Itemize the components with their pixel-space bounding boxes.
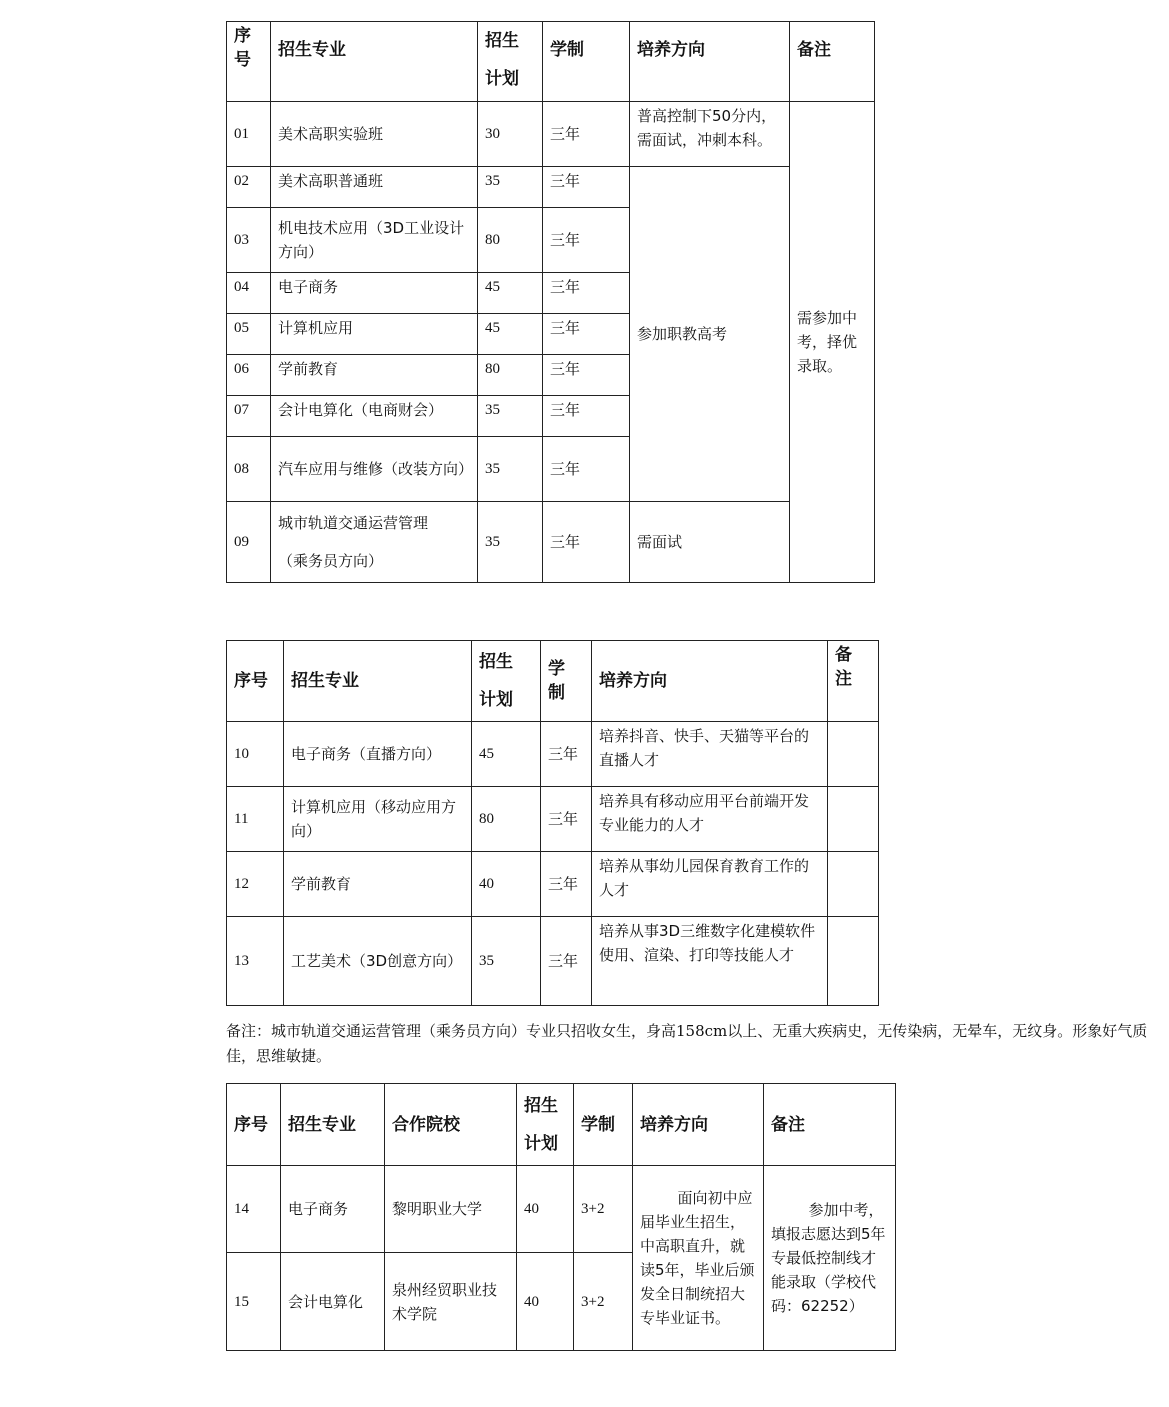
cell-major: 会计电算化（电商财会） [271,396,478,437]
header-years: 学制 [543,22,630,102]
cell-remark [828,852,879,917]
cell-direction: 培养抖音、快手、天猫等平台的直播人才 [592,722,828,787]
header-major: 招生专业 [284,641,472,722]
cell-major: 电子商务（直播方向） [284,722,472,787]
cell-major: 电子商务 [271,273,478,314]
cell-direction: 面向初中应届毕业生招生，中高职直升，就读5年，毕业后颁发全日制统招大专毕业证书。 [633,1166,764,1351]
cell-seq: 03 [227,208,271,273]
cell-direction-c: 需面试 [630,502,790,583]
table-row [227,502,875,583]
header-plan: 招生 计划 [472,641,541,722]
cell-plan: 45 [478,273,543,314]
cell-major: 学前教育 [284,852,472,917]
cell-years: 三年 [543,355,630,396]
cell-major: 计算机应用 [271,314,478,355]
header-major: 招生专业 [281,1084,385,1166]
cell-years: 3+2 [574,1253,633,1351]
cell-major: 会计电算化 [281,1253,385,1351]
cell-plan: 35 [478,437,543,502]
table-row [227,917,879,1006]
cell-plan: 45 [472,722,541,787]
header-remark: 备注 [764,1084,896,1166]
cell-years: 三年 [543,437,630,502]
cell-plan: 45 [478,314,543,355]
cell-major: 工艺美术（3D创意方向） [284,917,472,1006]
header-years: 学 制 [541,641,592,722]
cell-years: 3+2 [574,1166,633,1253]
cell-major: 汽车应用与维修（改装方向） [271,437,478,502]
cell-partner: 黎明职业大学 [385,1166,517,1253]
cell-plan: 35 [478,396,543,437]
cell-years: 三年 [543,167,630,208]
cell-plan: 35 [478,502,543,583]
cell-remark [828,917,879,1006]
cell-direction: 培养具有移动应用平台前端开发专业能力的人才 [592,787,828,852]
cell-plan: 30 [478,102,543,167]
cell-years: 三年 [541,917,592,1006]
cell-major: 机电技术应用（3D工业设计方向） [271,208,478,273]
cell-seq: 02 [227,167,271,208]
cell-major: 学前教育 [271,355,478,396]
cell-seq: 07 [227,396,271,437]
table-header-row [227,1084,896,1166]
cell-years: 三年 [543,502,630,583]
cell-plan: 40 [517,1253,574,1351]
header-seq: 序号 [227,641,284,722]
cell-plan: 40 [472,852,541,917]
cell-seq: 14 [227,1166,281,1253]
cell-seq: 01 [227,102,271,167]
cell-direction-a: 普高控制下50分内，需面试，冲刺本科。 [630,102,790,167]
header-direction: 培养方向 [592,641,828,722]
header-remark: 备 注 [828,641,879,722]
table-row [227,722,879,787]
cell-seq: 10 [227,722,284,787]
enrollment-table-1 [226,21,875,583]
cell-plan: 80 [472,787,541,852]
cell-remark [828,787,879,852]
table-row [227,102,875,167]
cell-seq: 13 [227,917,284,1006]
cell-seq: 05 [227,314,271,355]
cell-plan: 40 [517,1166,574,1253]
cell-seq: 06 [227,355,271,396]
cell-remark [828,722,879,787]
cell-seq: 11 [227,787,284,852]
cell-years: 三年 [543,314,630,355]
table-row [227,167,875,208]
remark-note: 备注：城市轨道交通运营管理（乘务员方向）专业只招收女生，身高158cm以上、无重大疾病史，无传染病，无晕车，无纹身。形象好气质佳，思维敏捷。 [226,1022,1148,1065]
header-direction: 培养方向 [630,22,790,102]
cell-seq: 12 [227,852,284,917]
enrollment-table-2 [226,640,879,1006]
cell-plan: 35 [478,167,543,208]
cell-plan: 80 [478,208,543,273]
header-years: 学制 [574,1084,633,1166]
header-plan: 招生 计划 [478,22,543,102]
cell-major: 美术高职实验班 [271,102,478,167]
header-direction: 培养方向 [633,1084,764,1166]
cell-major: 美术高职普通班 [271,167,478,208]
table-row [227,787,879,852]
header-plan: 招生 计划 [517,1084,574,1166]
cell-years: 三年 [541,787,592,852]
cell-seq: 09 [227,502,271,583]
header-partner: 合作院校 [385,1084,517,1166]
cell-direction-b: 参加职教高考 [630,167,790,502]
cell-years: 三年 [543,102,630,167]
cell-years: 三年 [543,396,630,437]
header-seq: 序号 [227,1084,281,1166]
cell-plan: 35 [472,917,541,1006]
cell-remark: 需参加中考，择优录取。 [790,102,875,583]
table-header-row [227,22,875,102]
cell-years: 三年 [543,208,630,273]
header-seq: 序 号 [227,22,271,102]
cell-years: 三年 [541,852,592,917]
enrollment-table-3 [226,1083,896,1351]
cell-seq: 04 [227,273,271,314]
cell-major: 电子商务 [281,1166,385,1253]
cell-major: 计算机应用（移动应用方向） [284,787,472,852]
cell-seq: 15 [227,1253,281,1351]
cell-plan: 80 [478,355,543,396]
table-row [227,1166,896,1253]
cell-major: 城市轨道交通运营管理 （乘务员方向） [271,502,478,583]
table-row [227,852,879,917]
cell-remark: 参加中考，填报志愿达到5年专最低控制线才能录取（学校代码：62252） [764,1166,896,1351]
cell-direction: 培养从事幼儿园保育教育工作的人才 [592,852,828,917]
header-remark: 备注 [790,22,875,102]
table-header-row [227,641,879,722]
header-major: 招生专业 [271,22,478,102]
cell-seq: 08 [227,437,271,502]
cell-years: 三年 [541,722,592,787]
cell-direction: 培养从事3D三维数字化建模软件使用、渲染、打印等技能人才 [592,917,828,1006]
cell-years: 三年 [543,273,630,314]
cell-partner: 泉州经贸职业技术学院 [385,1253,517,1351]
